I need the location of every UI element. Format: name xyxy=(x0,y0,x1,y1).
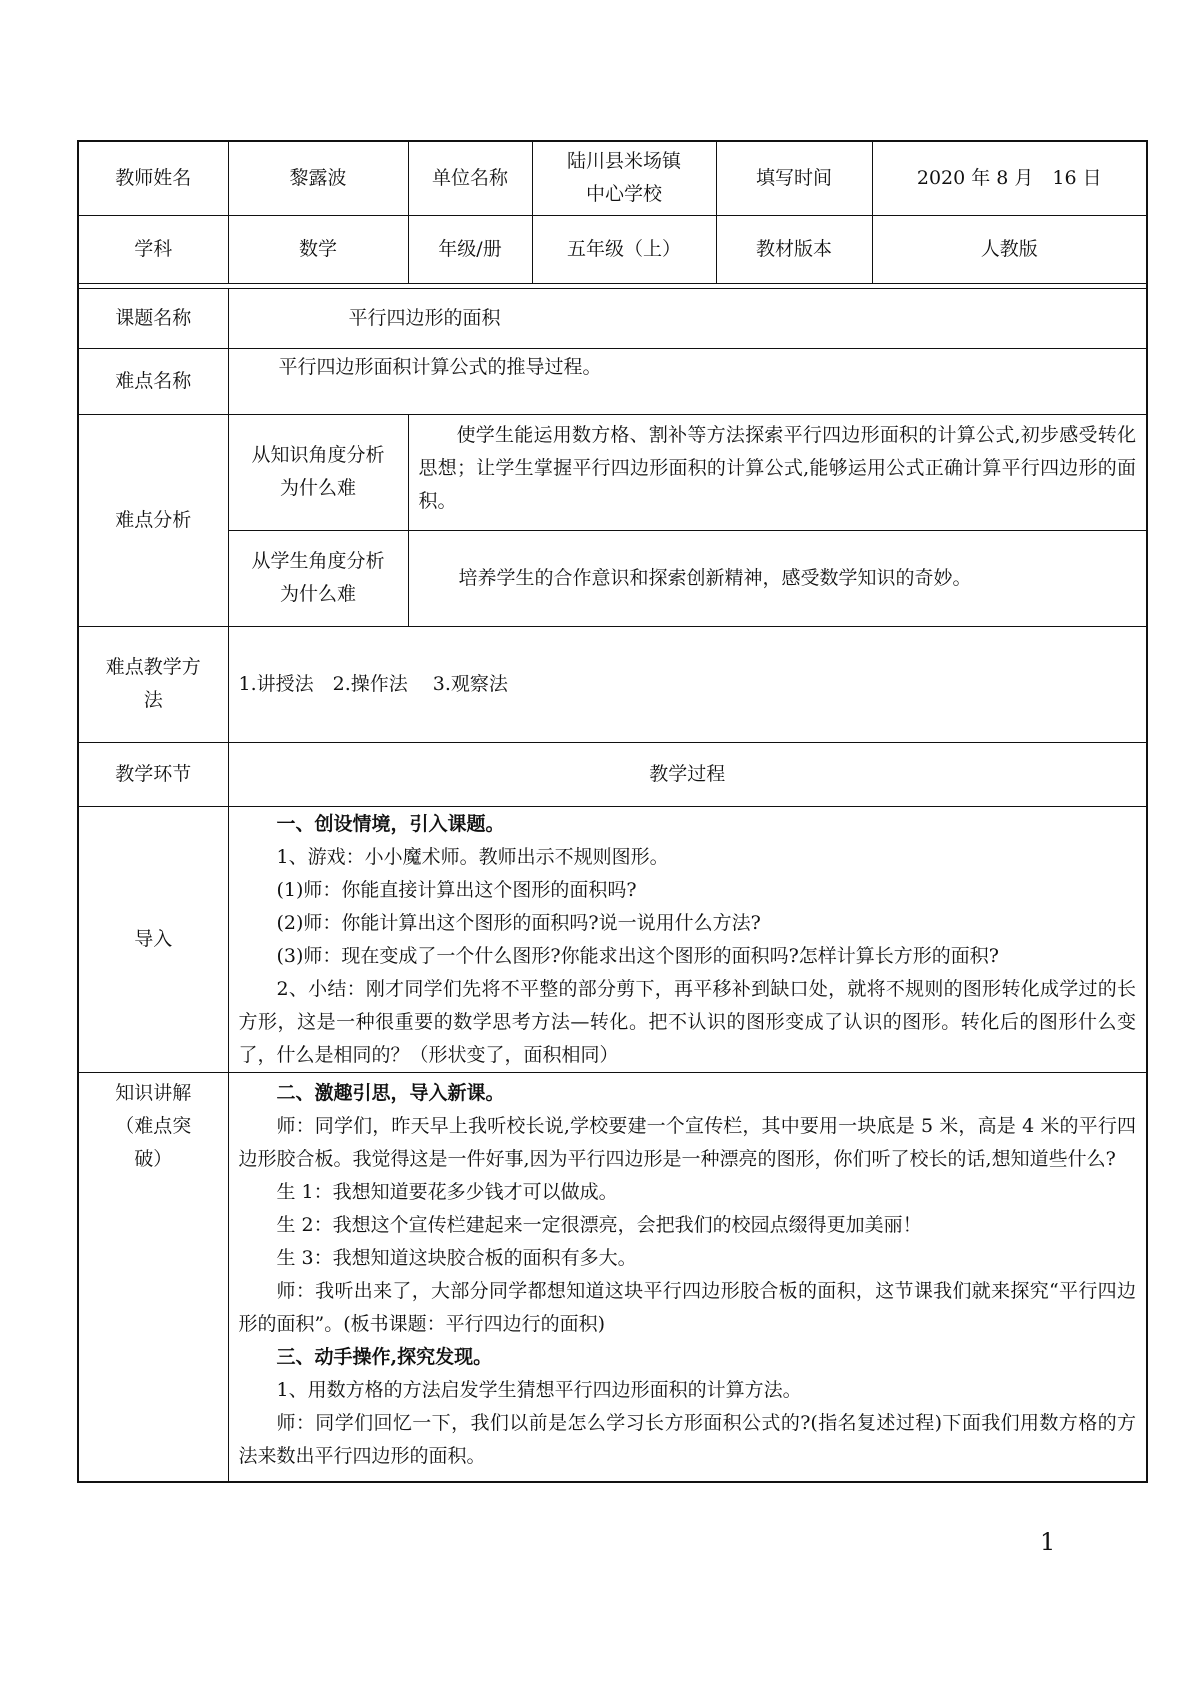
intro-row xyxy=(78,806,1147,1072)
knowledge-angle-label xyxy=(228,414,408,530)
intro-content xyxy=(228,806,1147,1072)
methods-label-line-1: 难点教学方 xyxy=(105,656,201,678)
lesson-plan-table xyxy=(77,140,1148,1483)
knowledge-label-line-1: 知识讲解 xyxy=(115,1081,192,1104)
methods-row xyxy=(78,626,1147,742)
edition-value: 人教版 xyxy=(872,215,1147,283)
knowledge-label xyxy=(78,1072,228,1482)
unit-line-2: 中心学校 xyxy=(585,183,662,206)
unit-line-1: 陆川县米场镇 xyxy=(566,150,681,173)
intro-line: (1)师：你能直接计算出这个图形的面积吗? xyxy=(276,878,637,901)
analysis-knowledge-row xyxy=(78,414,1147,530)
knowledge-line: 师：我听出来了，大部分同学都想知道这块平行四边形胶合板的面积，这节课我们就来探究“平行四边形的面积”。(板书课题：平行四边行的面积) xyxy=(238,1279,1136,1335)
knowledge-line: 生 3：我想知道这块胶合板的面积有多大。 xyxy=(276,1246,637,1269)
student-angle-text: 培养学生的合作意识和探索创新精神，感受数学知识的奇妙。 xyxy=(408,530,1147,626)
intro-line: 2、小结：刚才同学们先将不平整的部分剪下，再平移补到缺口处，就将不规则的图形转化成学过的长方形，这是一种很重要的数学思考方法—转化。把不认识的图形变成了认识的图形。转化后的图形什么变了，什么是相同的？（形状变了，面积相同） xyxy=(238,977,1136,1066)
knowledge-heading: 二、激趣引思，导入新课。 xyxy=(276,1081,505,1104)
difficulty-label: 难点名称 xyxy=(78,348,228,414)
student-angle-label xyxy=(228,530,408,626)
unit-value xyxy=(532,141,716,215)
topic-row xyxy=(78,288,1147,348)
knowledge-angle-text xyxy=(408,414,1147,530)
knowledge-label-line-3: 破） xyxy=(134,1147,173,1170)
intro-label: 导入 xyxy=(78,806,228,1072)
knowledge-line: 生 2：我想这个宣传栏建起来一定很漂亮，会把我们的校园点缀得更加美丽！ xyxy=(276,1213,922,1236)
knowledge-angle-line-1: 从知识角度分析 xyxy=(251,444,385,466)
stage-header: 教学环节 xyxy=(78,742,228,806)
subject-label: 学科 xyxy=(78,215,228,283)
difficulty-value: 平行四边形面积计算公式的推导过程。 xyxy=(228,348,1147,414)
date-label: 填写时间 xyxy=(716,141,872,215)
knowledge-line: 生 1：我想知道要花多少钱才可以做成。 xyxy=(276,1180,618,1203)
teacher-name: 黎露波 xyxy=(228,141,408,215)
analysis-label: 难点分析 xyxy=(78,414,228,626)
lesson-plan-sheet xyxy=(77,140,1146,1483)
methods-label xyxy=(78,626,228,742)
header-row-2 xyxy=(78,215,1147,283)
intro-heading: 一、创设情境，引入课题。 xyxy=(276,812,505,835)
knowledge-angle-paragraph: 使学生能运用数方格、割补等方法探索平行四边形面积的计算公式,初步感受转化思想；让学生掌握平行四边形面积的计算公式,能够运用公式正确计算平行四边形的面积。 xyxy=(418,423,1136,512)
analysis-student-row xyxy=(78,530,1147,626)
knowledge-heading: 三、动手操作,探究发现。 xyxy=(276,1345,493,1368)
date-value: 2020 年 8 月 16 日 xyxy=(872,141,1147,215)
subject-value: 数学 xyxy=(228,215,408,283)
methods-label-line-2: 法 xyxy=(143,689,163,711)
methods-value: 1.讲授法 2.操作法 3.观察法 xyxy=(228,626,1147,742)
topic-value: 平行四边形的面积 xyxy=(228,288,1147,348)
student-angle-line-2: 为什么难 xyxy=(279,583,356,605)
unit-label: 单位名称 xyxy=(408,141,532,215)
process-header-row xyxy=(78,742,1147,806)
grade-label: 年级/册 xyxy=(408,215,532,283)
grade-value: 五年级（上） xyxy=(532,215,716,283)
knowledge-label-line-2: （难点突 xyxy=(115,1114,192,1137)
edition-label: 教材版本 xyxy=(716,215,872,283)
knowledge-line: 师：同学们回忆一下，我们以前是怎么学习长方形面积公式的?(指名复述过程)下面我们用数方格的方法来数出平行四边形的面积。 xyxy=(238,1411,1136,1467)
intro-line: 1、游戏：小小魔术师。教师出示不规则图形。 xyxy=(276,845,669,868)
topic-label: 课题名称 xyxy=(78,288,228,348)
knowledge-content xyxy=(228,1072,1147,1482)
difficulty-row xyxy=(78,348,1147,414)
process-header: 教学过程 xyxy=(228,742,1147,806)
page-number: 1 xyxy=(1040,1528,1056,1556)
student-angle-line-1: 从学生角度分析 xyxy=(251,550,385,572)
intro-line: (2)师：你能计算出这个图形的面积吗?说一说用什么方法? xyxy=(276,911,761,934)
intro-line: (3)师：现在变成了一个什么图形?你能求出这个图形的面积吗?怎样计算长方形的面积? xyxy=(276,944,999,967)
header-row-1 xyxy=(78,141,1147,215)
teacher-label: 教师姓名 xyxy=(78,141,228,215)
knowledge-row xyxy=(78,1072,1147,1482)
knowledge-angle-line-2: 为什么难 xyxy=(279,477,356,499)
knowledge-line: 师：同学们，昨天早上我听校长说,学校要建一个宣传栏，其中要用一块底是 5 米，高是 4 米的平行四边形胶合板。我觉得这是一件好事,因为平行四边形是一种漂亮的图形，你们听了校长的话,想知道些什么? xyxy=(238,1114,1136,1170)
knowledge-line: 1、用数方格的方法启发学生猜想平行四边形面积的计算方法。 xyxy=(276,1378,802,1401)
